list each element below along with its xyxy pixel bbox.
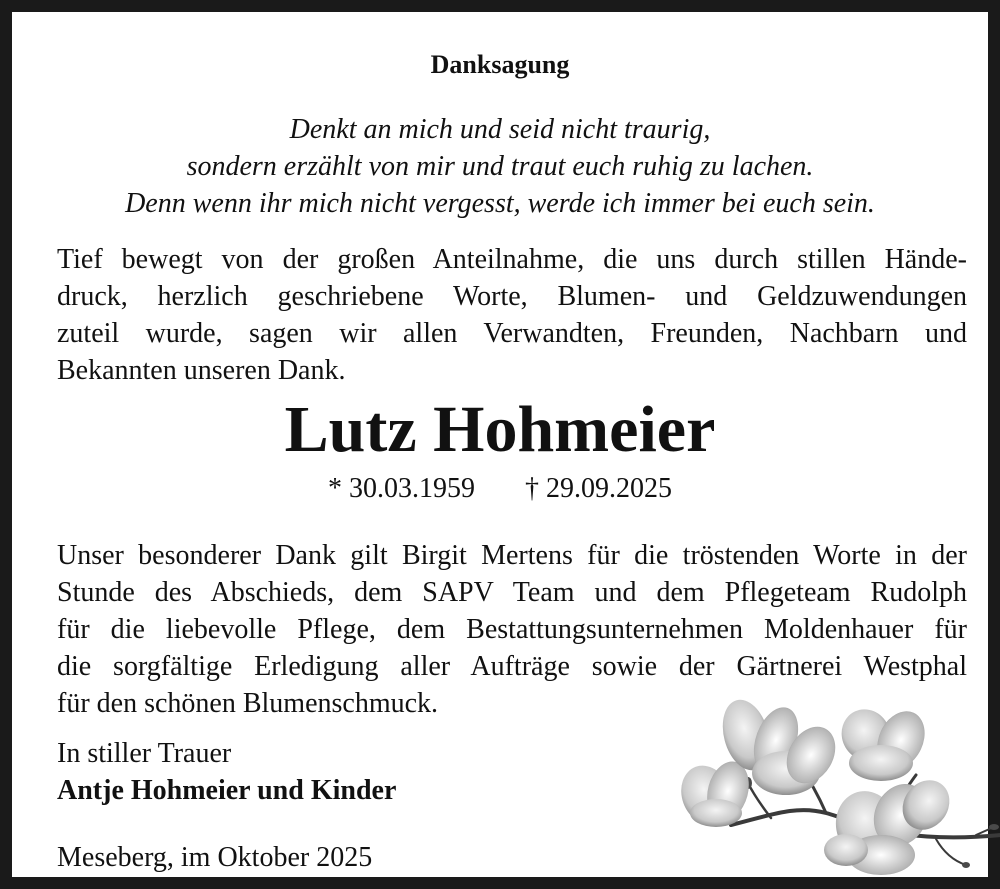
poem-line: Denkt an mich und seid nicht traurig, <box>289 114 711 145</box>
paragraph-line: Bekannten unseren Dank. <box>57 355 346 386</box>
deceased-name: Lutz Hohmeier <box>284 393 716 466</box>
notice-heading: Danksagung <box>430 50 570 79</box>
life-dates <box>12 473 988 505</box>
signature: Antje Hohmeier und Kinder <box>57 775 397 806</box>
paragraph-line: für den schönen Blumenschmuck. <box>57 688 439 719</box>
closing-block <box>57 735 396 876</box>
paragraph-line: die sorgfältige Erledigung aller Aufträge sowie der Gärtnerei Westphal <box>57 651 967 682</box>
poem <box>12 111 988 222</box>
paragraph-line: Stunde des Abschieds, dem SAPV Team und dem Pflegeteam Rudolph <box>57 577 967 608</box>
paragraph-line: Tief bewegt von der großen Anteilnahme, die uns durch stillen Hände- <box>57 244 967 275</box>
paragraph-line: Unser besonderer Dank gilt Birgit Mertens für die tröstenden Worte in der <box>57 540 967 571</box>
poem-line: Denn wenn ihr mich nicht vergesst, werde ich immer bei euch sein. <box>125 188 875 219</box>
place-date: Meseberg, im Oktober 2025 <box>57 842 373 873</box>
magnolia-branch-icon <box>676 695 1000 885</box>
poem-line: sondern erzählt von mir und traut euch ruhig zu lachen. <box>186 151 814 182</box>
birth-date: * 30.03.1959 <box>328 473 475 504</box>
closing-line: In stiller Trauer <box>57 738 232 769</box>
paragraph-line: für die liebevolle Pflege, dem Bestattungsunternehmen Moldenhauer für <box>57 614 967 645</box>
paragraph-line: druck, herzlich geschriebene Worte, Blumen- und Geldzuwendungen <box>57 281 967 312</box>
thanks-paragraph <box>57 241 967 389</box>
death-date: † 29.09.2025 <box>525 473 672 504</box>
paragraph-line: zuteil wurde, sagen wir allen Verwandten, Freunden, Nachbarn und <box>57 318 967 349</box>
